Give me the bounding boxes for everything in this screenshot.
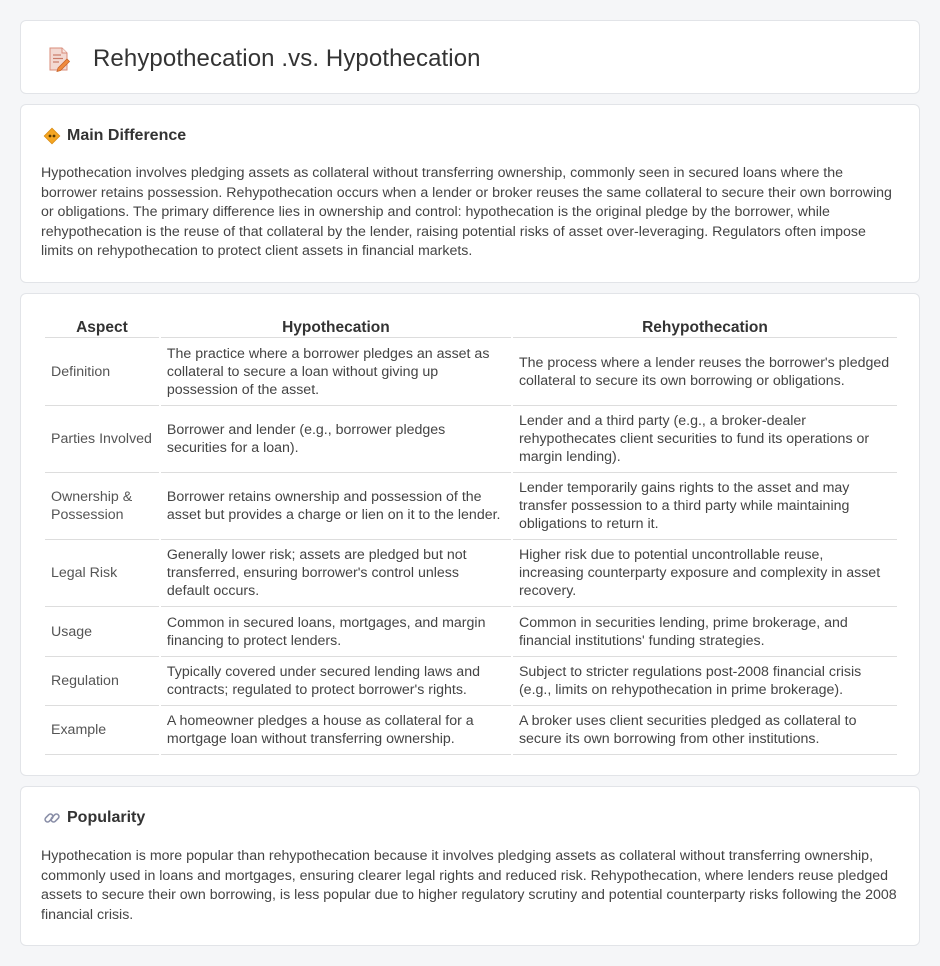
hypothecation-cell: The practice where a borrower pledges an asset as collateral to secure a loan without giving up possession of the asset. [161, 338, 511, 406]
title-row [47, 45, 481, 73]
rehypothecation-cell: Subject to stricter regulations post-2008 financial crisis (e.g., limits on rehypothecation in prime brokerage). [513, 657, 897, 706]
popularity-card [20, 786, 920, 946]
main-difference-heading [43, 127, 186, 145]
table-row [45, 540, 897, 607]
comparison-table-card [20, 293, 920, 776]
comparison-table [43, 316, 899, 755]
aspect-cell: Definition [45, 338, 159, 406]
main-difference-text: Hypothecation involves pledging assets as collateral without transferring ownership, commonly seen in secured loans where the borrower retains possession. Rehypothecation occurs when a lender or broker reuses the same collateral to secure their own borrowing or obligations. The primary difference lies in ownership and control: hypothecation is the original pledge by the borrower, while rehypothecation is the reuse of that collateral by the lender, raising potential risks of asset over-leveraging. Regulators often impose limits on rehypothecation to protect client assets in financial markets. [41, 165, 892, 260]
link-icon [43, 809, 61, 827]
main-difference-title: Main Difference [67, 127, 187, 144]
hypothecation-cell: Common in secured loans, mortgages, and margin financing to protect lenders. [161, 607, 511, 657]
table-row [45, 406, 897, 473]
table-row [45, 338, 897, 406]
page-title: Rehypothecation .vs. Hypothecation [93, 45, 481, 72]
table-row [45, 657, 897, 706]
table-header-row [45, 316, 897, 338]
hypothecation-cell: Borrower and lender (e.g., borrower pledges securities for a loan). [161, 406, 511, 473]
hypothecation-cell: Typically covered under secured lending laws and contracts; regulated to protect borrower's rights. [161, 657, 511, 706]
rehypothecation-cell: Common in securities lending, prime brokerage, and financial institutions' funding strategies. [513, 607, 897, 657]
rehypothecation-cell: Higher risk due to potential uncontrollable reuse, increasing counterparty exposure and complexity in asset recovery. [513, 540, 897, 607]
aspect-cell: Regulation [45, 657, 159, 706]
rehypothecation-cell: The process where a lender reuses the borrower's pledged collateral to secure its own borrowing or obligations. [513, 338, 897, 406]
diamond-warning-icon [43, 127, 61, 145]
header-rehypothecation: Rehypothecation [513, 316, 897, 338]
aspect-cell: Legal Risk [45, 540, 159, 607]
main-difference-card [20, 104, 920, 283]
rehypothecation-cell: A broker uses client securities pledged as collateral to secure its own borrowing from other institutions. [513, 706, 897, 755]
aspect-cell: Ownership & Possession [45, 473, 159, 540]
table-row [45, 473, 897, 540]
hypothecation-cell: A homeowner pledges a house as collateral for a mortgage loan without transferring ownership. [161, 706, 511, 755]
aspect-cell: Parties Involved [45, 406, 159, 473]
header-hypothecation: Hypothecation [161, 316, 511, 338]
hypothecation-cell: Borrower retains ownership and possession of the asset but provides a charge or lien on it to the lender. [161, 473, 511, 540]
hypothecation-cell: Generally lower risk; assets are pledged but not transferred, ensuring borrower's control unless default occurs. [161, 540, 511, 607]
document-pencil-icon [47, 46, 71, 72]
table-row [45, 706, 897, 755]
popularity-text: Hypothecation is more popular than rehypothecation because it involves pledging assets as collateral without transferring ownership, commonly used in loans and mortgages, ensuring clearer legal rights and reduced risk. Rehypothecation, where lenders reuse pledged assets to secure their own borrowing, is less popular due to higher regulatory scrutiny and potential counterparty risks following the 2008 financial crisis. [41, 848, 897, 923]
table-row [45, 607, 897, 657]
title-card [20, 20, 920, 94]
rehypothecation-cell: Lender and a third party (e.g., a broker-dealer rehypothecates client securities to fund its operations or margin lending). [513, 406, 897, 473]
popularity-title: Popularity [67, 809, 146, 826]
popularity-heading [43, 809, 145, 827]
aspect-cell: Example [45, 706, 159, 755]
rehypothecation-cell: Lender temporarily gains rights to the asset and may transfer possession to a third party while maintaining obligations to return it. [513, 473, 897, 540]
header-aspect: Aspect [45, 316, 159, 338]
aspect-cell: Usage [45, 607, 159, 657]
